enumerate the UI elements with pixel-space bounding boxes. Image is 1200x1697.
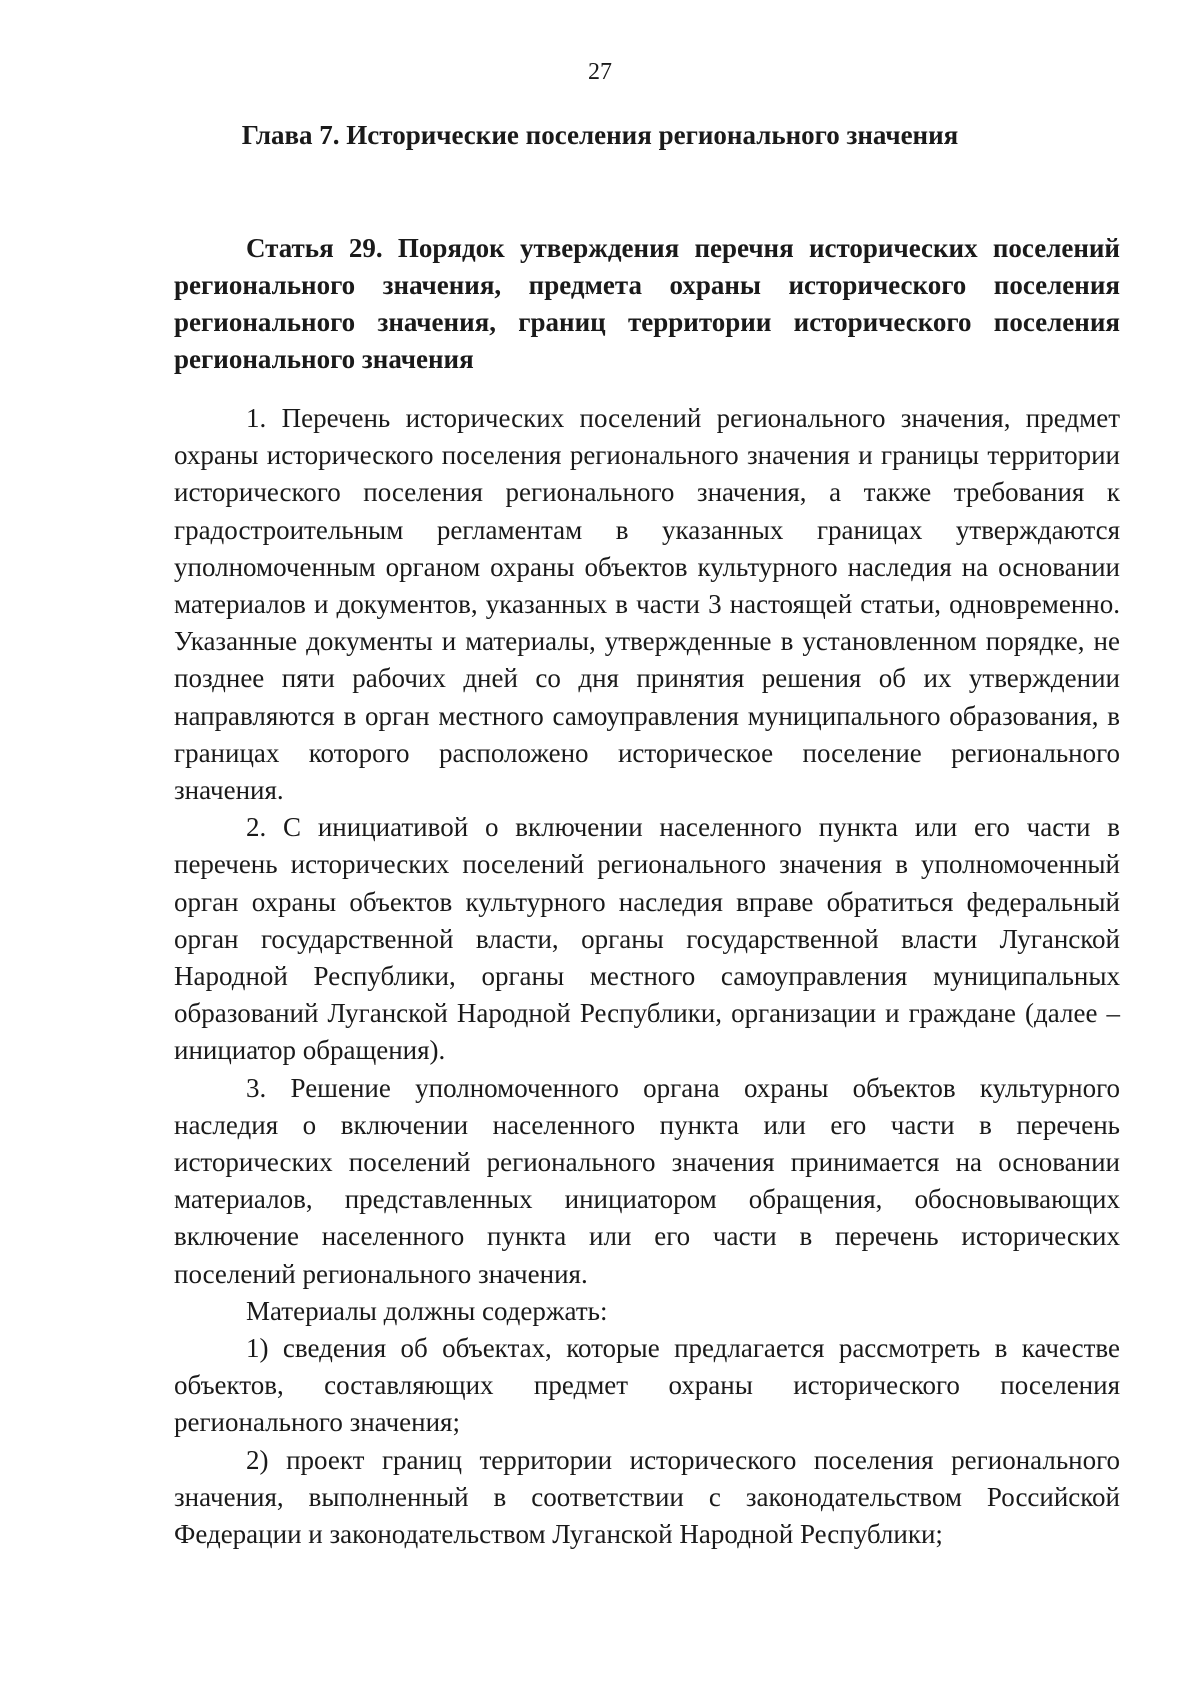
paragraph-2: 2. С инициативой о включении населенного пункта или его части в перечень исторических поселений регионального значения в уполномоченный орган охраны объектов культурного наследия вправе обратиться федеральный орган государственной власти, органы государственной власти Луганской Народной Республики, органы местного самоуправления муниципальных образований Луганской Народной Республики, организации и граждане (далее – инициатор обращения). [174, 812, 1120, 1066]
materials-intro: Материалы должны содержать: [246, 1295, 608, 1326]
article-title: Статья 29. Порядок утверждения перечня исторических поселений регионального значения, предмета охраны исторического поселения регионального значения, границ территории исторического поселения регионального значения [174, 233, 1120, 374]
paragraph-3: 3. Решение уполномоченного органа охраны объектов культурного наследия о включении населенного пункта или его части в перечень исторических поселений регионального значения принимается на основании материалов, представленных инициатором обращения, обосновывающих включение населенного пункта или его части в перечень исторических поселений регионального значения. [174, 1072, 1120, 1289]
list-item-2: 2) проект границ территории исторического поселения регионального значения, выполненный в соответствии с законодательством Российской Федерации и законодательством Луганской Народной Республики; [174, 1444, 1120, 1550]
document-body [174, 230, 1120, 1553]
page-number: 27 [588, 59, 612, 85]
paragraph-1: 1. Перечень исторических поселений регионального значения, предмет охраны исторического поселения регионального значения и границы территории исторического поселения регионального значения, а также требования к градостроительным регламентам в указанных границах утверждаются уполномоченным органом охраны объектов культурного наследия на основании материалов и документов, указанных в части 3 настоящей статьи, одновременно. Указанные документы и материалы, утвержденные в установленном порядке, не позднее пяти рабочих дней со дня принятия решения об их утверждении направляются в орган местного самоуправления муниципального образования, в границах которого расположено историческое поселение регионального значения. [174, 403, 1120, 806]
chapter-title: Глава 7. Исторические поселения регионального значения [241, 120, 959, 150]
list-item-1: 1) сведения об объектах, которые предлагается рассмотреть в качестве объектов, составляющих предмет охраны исторического поселения регионального значения; [174, 1333, 1120, 1438]
